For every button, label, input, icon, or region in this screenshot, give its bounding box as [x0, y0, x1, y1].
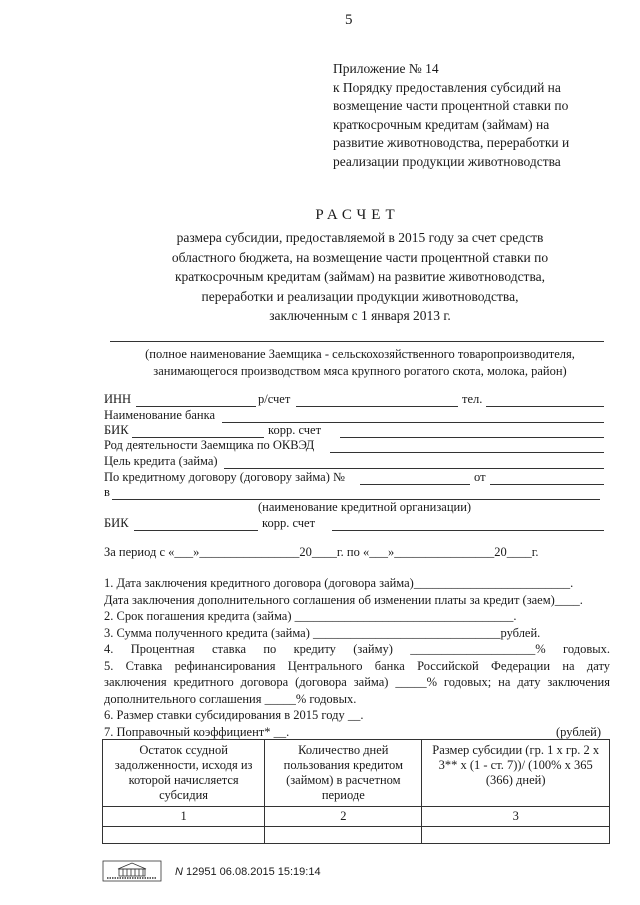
table-number-cell: 3	[422, 807, 610, 827]
table-number-cell: 2	[265, 807, 422, 827]
table-cell[interactable]	[422, 827, 610, 844]
list-item: заключения кредитного договора (договора займа) _____% годовых; на дату заключения	[104, 675, 610, 689]
subtitle-line: заключенным с 1 января 2013 г.	[269, 308, 451, 323]
contract-date-field[interactable]	[490, 484, 604, 485]
corr-account2-field[interactable]	[332, 530, 604, 531]
inn-field[interactable]	[136, 406, 256, 407]
registration-stamp	[175, 866, 321, 878]
list-item: 3. Сумма полученного кредита (займа) ______________________________рублей.	[104, 625, 541, 640]
table-header-row	[103, 740, 610, 807]
list-item: 5. Ставка рефинансирования Центрального банка Российской Федерации на дату	[104, 658, 610, 673]
table-header-cell: Остаток ссудной задолженности, исходя из которой начисляется субсидия	[103, 740, 265, 807]
subsidy-table	[102, 739, 610, 844]
list-item: 1. Дата заключения кредитного договора (договора займа)_________________________.	[104, 576, 574, 590]
borrower-caption	[110, 346, 610, 380]
subtitle-line: размера субсидии, предоставляемой в 2015 году за счет средств	[176, 230, 544, 245]
table-number-cell: 1	[103, 807, 265, 827]
appendix-line: Приложение № 14	[333, 61, 439, 76]
bik-label: БИК	[104, 423, 129, 437]
document-title: РАСЧЕТ	[315, 207, 400, 223]
appendix-line: к Порядку предоставления субсидий на	[333, 79, 561, 95]
table-row[interactable]	[103, 827, 610, 844]
credit-org-caption: (наименование кредитной организации)	[258, 500, 472, 514]
table-cell[interactable]	[265, 827, 422, 844]
table-number-row	[103, 807, 610, 827]
account-label: р/счет	[258, 392, 291, 406]
corr-account-field[interactable]	[340, 437, 604, 438]
account-field[interactable]	[296, 406, 458, 407]
contract-from-label: от	[474, 470, 486, 484]
phone-label: тел.	[462, 392, 483, 406]
inn-label: ИНН	[104, 392, 132, 406]
subtitle-line: краткосрочным кредитам (займам) на развитие животноводства,	[174, 269, 546, 284]
borrower-caption-line: (полное наименование Заемщика - сельскохозяйственного товаропроизводителя,	[145, 347, 575, 361]
table-header-cell: Количество дней пользования кредитом (займом) в расчетном периоде	[265, 740, 422, 807]
subtitle-line: областного бюджета, на возмещение части процентной ставки по	[171, 249, 549, 265]
appendix-line: краткосрочным кредитам (займам) на	[333, 116, 550, 132]
contract-label: По кредитному договору (договору займа) №	[104, 470, 345, 484]
table-cell[interactable]	[103, 827, 265, 844]
page-number: 5	[345, 12, 353, 28]
building-stamp-icon	[102, 860, 162, 882]
items-list	[104, 575, 610, 740]
registration-number: 12951 06.08.2015 15:19:14	[186, 866, 321, 878]
contract-number-field[interactable]	[360, 484, 470, 485]
appendix-header	[333, 60, 569, 171]
corr-account-label: корр. счет	[268, 423, 322, 437]
list-item: 6. Размер ставки субсидирования в 2015 году __.	[104, 708, 364, 722]
phone-field[interactable]	[486, 406, 604, 407]
table-header-cell: Размер субсидии (гр. 1 х гр. 2 х 3** х (1 - ст. 7))/ (100% х 365 (366) дней)	[422, 740, 610, 807]
unit-note: (рублей)	[556, 725, 602, 739]
borrower-name-line[interactable]	[110, 341, 604, 342]
credit-org-label: в	[104, 485, 110, 499]
borrower-caption-line: занимающегося производством мяса крупного рогатого скота, молока, район)	[153, 364, 567, 378]
document-subtitle	[110, 228, 610, 326]
purpose-field[interactable]	[224, 468, 604, 469]
list-item: Дата заключения дополнительного соглашения об изменении платы за кредит (заем)____.	[104, 592, 583, 607]
okved-label: Род деятельности Заемщика по ОКВЭД	[104, 438, 315, 452]
period-line: За период с «___»________________20____г. по «___»________________20____г.	[104, 545, 539, 559]
registration-mark: N	[175, 866, 183, 878]
bik2-label: БИК	[104, 516, 129, 530]
list-item: 4. Процентная ставка по кредиту (займу) ____________________% годовых.	[104, 642, 610, 656]
okved-field[interactable]	[330, 452, 604, 453]
list-item: 2. Срок погашения кредита (займа) ___________________________________.	[104, 609, 517, 623]
appendix-line: развитие животноводства, переработки и	[333, 135, 570, 150]
corr-account2-label: корр. счет	[262, 516, 316, 530]
purpose-label: Цель кредита (займа)	[104, 454, 218, 468]
list-item: дополнительного соглашения _____% годовых.	[104, 691, 357, 706]
bank-name-label: Наименование банка	[104, 408, 216, 422]
subtitle-line: переработки и реализации продукции животноводства,	[201, 288, 519, 304]
list-item: 7. Поправочный коэффициент* __.	[104, 724, 290, 739]
appendix-line: реализации продукции животноводства	[333, 153, 561, 169]
appendix-line: возмещение части процентной ставки по	[333, 98, 569, 113]
bik2-field[interactable]	[134, 530, 258, 531]
